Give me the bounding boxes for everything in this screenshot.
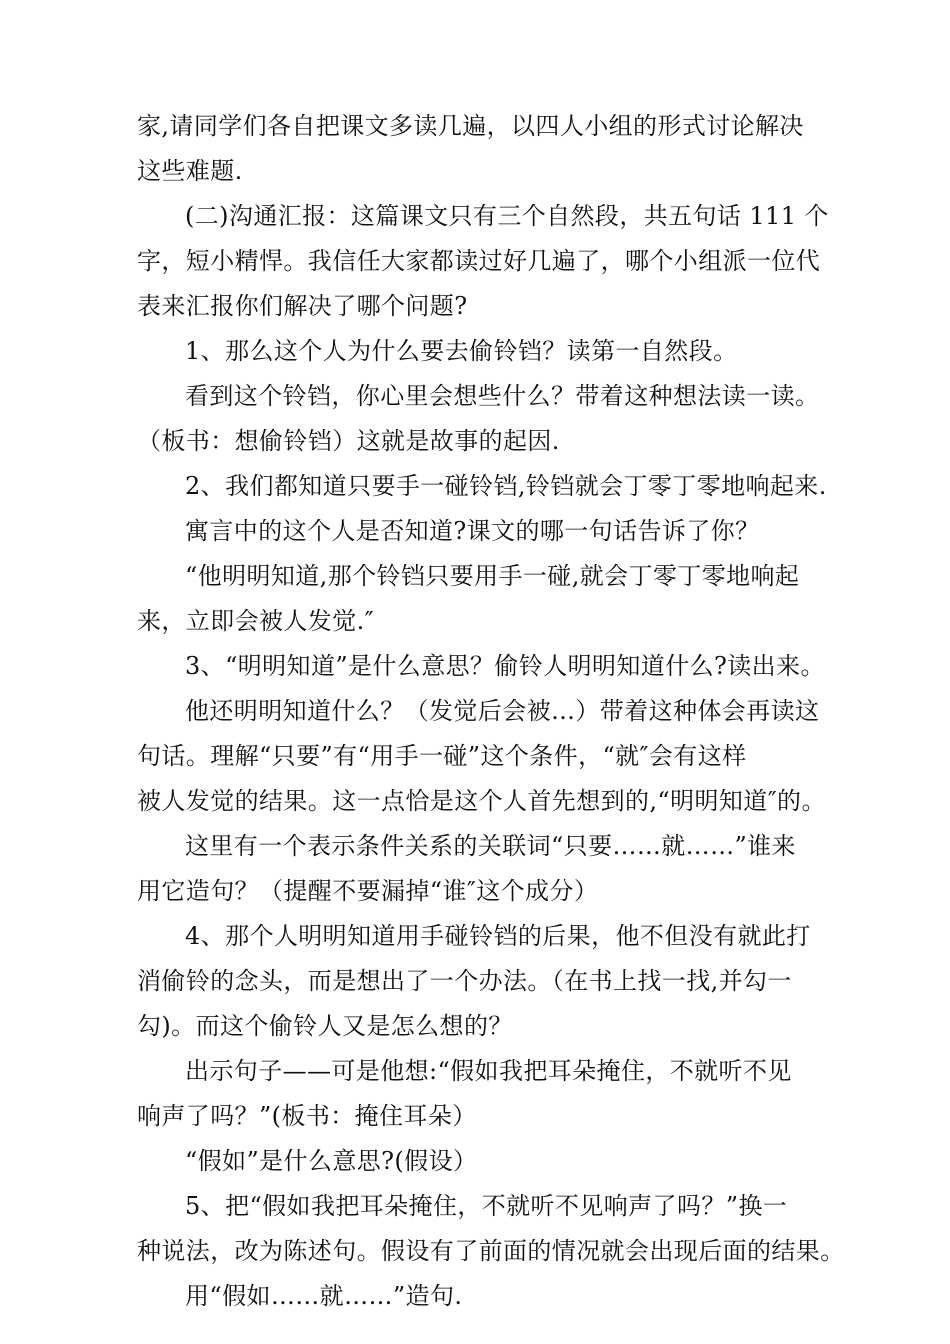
text-line: 响声了吗？”(板书：掩住耳朵） [137,1102,477,1130]
text-line: 消偷铃的念头，而是想出了一个办法。（在书上找一找,并勾一 [137,967,792,995]
text-line: 来，立即会被人发觉.″ [137,607,374,635]
text-line: 看到这个铃铛，你心里会想些什么？带着这种想法读一读。 [185,382,820,410]
text-line: “假如”是什么意思?(假设） [185,1147,478,1175]
text-line: 这些难题. [137,157,243,185]
text-line: 用“假如……就……”造句. [185,1282,463,1310]
text-line: 2、我们都知道只要手一碰铃铛,铃铛就会丁零丁零地响起来. [185,472,827,500]
text-line: 3、“明明知道”是什么意思？偷铃人明明知道什么?读出来。 [185,652,825,680]
text-line: 表来汇报你们解决了哪个问题? [137,292,468,320]
text-line: 1、那么这个人为什么要去偷铃铛？读第一自然段。 [185,337,738,365]
text-line: （板书：想偷铃铛）这就是故事的起因. [137,427,560,455]
text-line: 家,请同学们各自把课文多读几遍，以四人小组的形式讨论解决 [137,112,804,140]
text-line: 被人发觉的结果。这一点恰是这个人首先想到的,“明明知道″的。 [137,787,826,815]
text-line: 用它造句？（提醒不要漏掉“谁″这个成分） [137,877,599,905]
text-line: 5、把“假如我把耳朵掩住，不就听不见响声了吗？”换一 [185,1192,788,1220]
text-line: 出示句子——可是他想:“假如我把耳朵掩住，不就听不见 [185,1057,792,1085]
text-line: 4、那个人明明知道用手碰铃铛的后果，他不但没有就此打 [185,922,811,950]
text-line: (二)沟通汇报：这篇课文只有三个自然段，共五句话 111 个 [185,202,829,230]
text-line: 字，短小精悍。我信任大家都读过好几遍了，哪个小组派一位代 [137,247,821,275]
text-line: “他明明知道,那个铃铛只要用手一碰,就会丁零丁零地响起 [185,562,800,590]
text-line: 这里有一个表示条件关系的关联词“只要……就……”谁来 [185,832,796,860]
text-line: 句话。理解“只要”有“用手一碰”这个条件，“就″会有这样 [137,742,747,770]
text-line: 寓言中的这个人是否知道?课文的哪一句话告诉了你？ [185,517,760,545]
text-line: 勾)。而这个偷铃人又是怎么想的？ [137,1012,513,1040]
text-line: 种说法，改为陈述句。假设有了前面的情况就会出现后面的结果。 [137,1237,845,1265]
text-line: 他还明明知道什么？（发觉后会被…）带着这种体会再读这 [185,697,820,725]
